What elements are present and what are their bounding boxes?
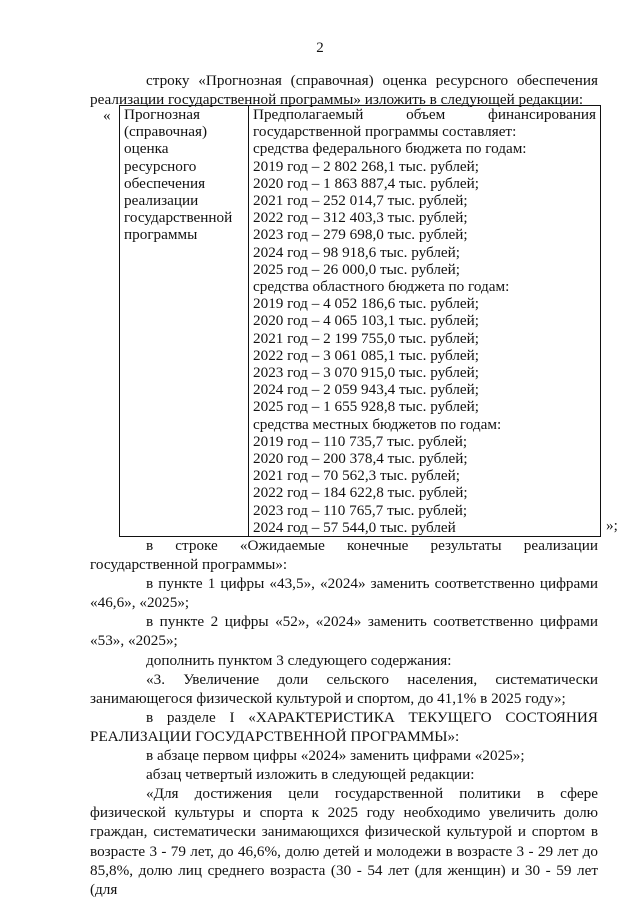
word: конечные [347,537,409,554]
funding-line: 2019 год – 2 802 268,1 тыс. рублей; [253,157,480,175]
row-label-line: реализации [124,192,199,210]
paragraph-point-3-text: «3. Увеличение доли сельского населения, систематически занимающегося физической культурой и спортом, до 41,1% в 2025 году»; [90,670,598,707]
document-body [90,536,598,899]
funding-line: 2025 год – 1 655 928,8 тыс. рублей; [253,398,480,416]
funding-word: объем [406,106,446,123]
funding-word: финансирования [488,106,596,123]
word: «Ожидаемые [239,537,325,554]
funding-line: 2021 год – 70 562,3 тыс. рублей; [253,467,461,485]
funding-line: 2020 год – 1 863 887,4 тыс. рублей; [253,174,480,192]
row-label-line: ресурсного [124,157,197,175]
paragraph-point-1: в пункте 1 цифры «43,5», «2024» заменить соответственно цифрами «46,6», «2025»; [90,575,598,612]
word: результаты [430,537,502,554]
closing-quote: »; [606,517,618,534]
funding-line: 2023 год – 110 765,7 тыс. рублей; [253,501,468,519]
funding-line: 2025 год – 26 000,0 тыс. рублей; [253,260,461,278]
paragraph-fourth-abzac: абзац четвертый изложить в следующей редакции: [146,766,475,784]
funding-first-line [253,106,596,123]
word: I [229,708,235,726]
word: разделе [166,708,216,726]
funding-line: 2021 год – 2 199 755,0 тыс. рублей; [253,329,480,347]
funding-line: 2019 год – 4 052 186,6 тыс. рублей; [253,295,480,313]
word: ТЕКУЩЕГО [408,708,492,726]
word: СОСТОЯНИЯ [505,708,598,726]
row-label-line: государственной [124,209,233,227]
word: реализации [523,537,598,554]
funding-line: государственной программы составляет: [253,123,517,141]
funding-line: 2022 год – 312 403,3 тыс. рублей; [253,209,468,227]
paragraph-section-1 [90,708,598,727]
page-number: 2 [316,40,324,56]
intro-paragraph: строку «Прогнозная (справочная) оценка ресурсного обеспечения реализации государственной программы» изложить в следующей редакции: [90,72,598,108]
row-label-line: оценка [124,140,169,158]
section-title-continuation: РЕАЛИЗАЦИИ ГОСУДАРСТВЕННОЙ ПРОГРАММЫ»: [90,727,460,745]
funding-line: 2021 год – 252 014,7 тыс. рублей; [253,192,468,210]
funding-line: 2024 год – 2 059 943,4 тыс. рублей; [253,381,480,399]
passport-row-value [249,106,601,537]
passport-table [119,105,601,537]
local-budget-heading: средства местных бюджетов по годам: [253,415,502,433]
paragraph-add-point-3: дополнить пунктом 3 следующего содержания: [146,651,452,669]
funding-line: 2023 год – 3 070 915,0 тыс. рублей; [253,364,480,382]
word: в [146,537,154,554]
funding-line: 2023 год – 279 698,0 тыс. рублей; [253,226,468,244]
word: «ХАРАКТЕРИСТИКА [248,708,395,726]
funding-line: 2019 год – 110 735,7 тыс. рублей; [253,432,468,450]
regional-budget-heading: средства областного бюджета по годам: [253,278,510,296]
funding-word: Предполагаемый [253,106,364,123]
passport-row-label [120,106,249,537]
funding-line: 2022 год – 184 622,8 тыс. рублей; [253,484,468,502]
federal-budget-heading: средства федерального бюджета по годам: [253,140,527,158]
word: в [146,708,154,726]
paragraph-expected-results [90,536,598,555]
funding-line: 2024 год – 98 918,6 тыс. рублей; [253,243,461,261]
funding-line: 2024 год – 57 544,0 тыс. рублей [253,518,456,536]
paragraph-continuation: государственной программы»: [90,556,288,574]
funding-line: 2020 год – 200 378,4 тыс. рублей; [253,450,468,468]
opening-quote: « [103,107,111,124]
row-label-line: (справочная) [124,123,208,141]
funding-line: 2020 год – 4 065 103,1 тыс. рублей; [253,312,480,330]
paragraph-point-2: в пункте 2 цифры «52», «2024» заменить соответственно цифрами «53», «2025»; [90,613,598,650]
paragraph-first-abzac: в абзаце первом цифры «2024» заменить цифрами «2025»; [146,747,525,765]
word: строке [175,537,218,554]
paragraph-new-text: «Для достижения цели государственной политики в сфере физической культуры и спорта к 2025 году необходимо увеличить долю граждан, систематически занимающихся физической культурой и спортом в возрасте 3 - 79 лет, до 46,6%, долю детей и молодежи в возрасте 3 - 29 лет до 85,8%, долю лиц среднего возраста (30 - 54 лет (для женщин) и 30 - 59 лет (для [90,785,598,898]
row-label-line: программы [124,226,198,244]
row-label-line: обеспечения [124,174,206,192]
row-label-line: Прогнозная [124,106,200,123]
funding-line: 2022 год – 3 061 085,1 тыс. рублей; [253,346,480,364]
